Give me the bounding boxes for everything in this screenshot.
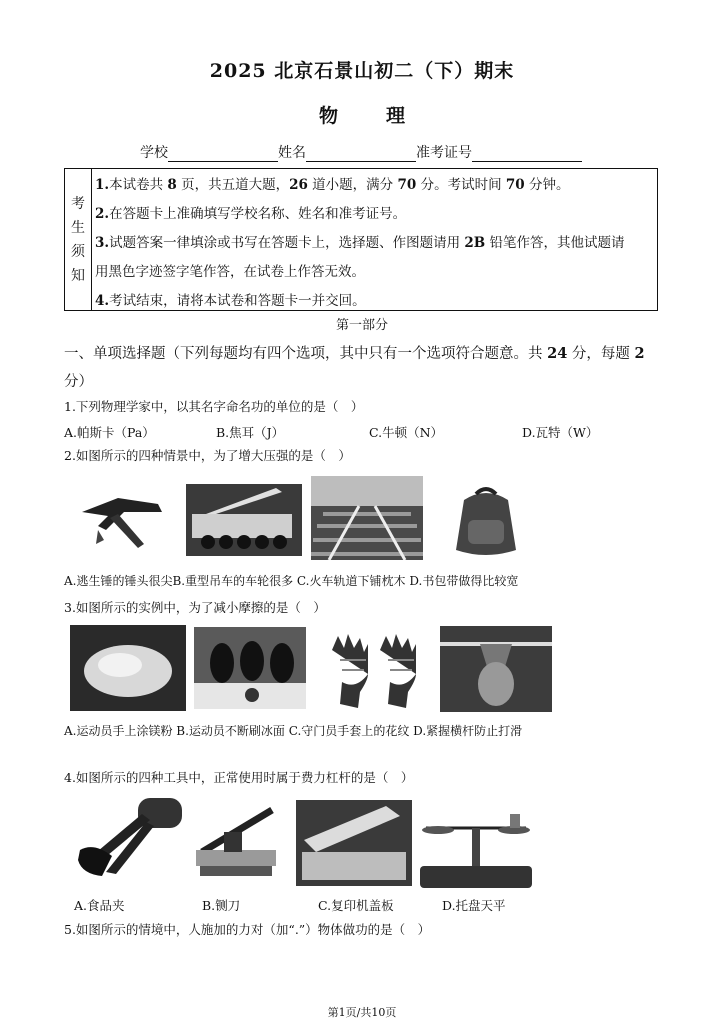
notice-item-4: 4.考试结束，请将本试卷和答题卡一并交回。 bbox=[95, 293, 366, 309]
question-2-stem: 2.如图所示的四种情景中，为了增大压强的是（ ） bbox=[64, 448, 351, 463]
q3-image-goalkeeper-gloves bbox=[326, 630, 422, 710]
question-1-stem: 1.下列物理学家中，以其名字命名功的单位的是（ ） bbox=[64, 399, 364, 414]
q2-image-heavy-crane bbox=[186, 484, 302, 556]
notice-item-3-cont: 用黑色字迹签字笔作答，在试卷上作答无效。 bbox=[95, 264, 365, 280]
option-a: A.帕斯卡（Pa） bbox=[64, 425, 155, 440]
q4-image-copier-lid bbox=[296, 800, 412, 886]
q3-image-curling-sweep bbox=[194, 627, 306, 709]
question-5-stem: 5.如图所示的情境中，人施加的力对（加“.”）物体做功的是（ ） bbox=[64, 922, 431, 937]
exam-id-label: 准考证号 bbox=[416, 145, 472, 161]
notice-item-2: 2.在答题卡上准确填写学校名称、姓名和准考证号。 bbox=[95, 206, 407, 222]
question-3-stem: 3.如图所示的实例中，为了减小摩擦的是（ ） bbox=[64, 600, 326, 615]
option-d: D.托盘天平 bbox=[442, 898, 506, 913]
option-b: B.铡刀 bbox=[202, 898, 241, 913]
question-2-caption: A.逃生锤的锤头很尖B.重型吊车的车轮很多 C.火车轨道下铺枕木 D.书包带做得比较宽 bbox=[64, 574, 519, 588]
student-info-line bbox=[140, 142, 582, 162]
school-blank bbox=[168, 147, 278, 162]
q3-image-gripping-bar bbox=[440, 626, 552, 712]
name-blank bbox=[306, 147, 416, 162]
notice-item-1: 1.本试卷共 8 页，共五道大题，26 道小题，满分 70 分。考试时间 70 分钟。 bbox=[95, 177, 570, 193]
page-footer: 第1页/共10页 bbox=[327, 1006, 397, 1019]
q4-image-food-tongs bbox=[72, 794, 182, 890]
exam-notice-box bbox=[64, 168, 658, 311]
part-label: 第一部分 bbox=[335, 318, 388, 333]
option-c: C.牛顿（N） bbox=[369, 425, 444, 440]
q4-image-lever-cutter bbox=[190, 804, 282, 886]
q2-image-backpack bbox=[446, 486, 526, 562]
name-label: 姓名 bbox=[278, 145, 306, 161]
notice-item-3: 3.试题答案一律填涂或书写在答题卡上，选择题、作图题请用 2B 铅笔作答，其他试题请 bbox=[95, 235, 625, 251]
option-b: B.焦耳（J） bbox=[216, 425, 285, 440]
question-1-options bbox=[64, 423, 664, 441]
q2-image-escape-hammer bbox=[78, 490, 168, 562]
question-3-caption: A.运动员手上涂镁粉 B.运动员不断刷冰面 C.守门员手套上的花纹 D.紧握横杆防止打滑 bbox=[64, 724, 523, 738]
notice-items bbox=[92, 169, 657, 310]
q2-image-railway-track bbox=[311, 476, 423, 560]
notice-side-label: 考 生 须 知 bbox=[65, 169, 92, 310]
subject-title: 物 理 bbox=[318, 105, 406, 127]
school-label: 学校 bbox=[140, 145, 168, 161]
q4-image-balance-scale bbox=[420, 806, 532, 890]
page-title: 2025 北京石景山初二（下）期末 bbox=[209, 60, 515, 82]
exam-id-blank bbox=[472, 147, 582, 162]
question-4-stem: 4.如图所示的四种工具中，正常使用时属于费力杠杆的是（ ） bbox=[64, 770, 414, 785]
option-c: C.复印机盖板 bbox=[318, 898, 394, 913]
section-heading: 一、单项选择题（下列每题均有四个选项，其中只有一个选项符合题意。共 24 分，每题 2 分） bbox=[64, 345, 645, 390]
option-d: D.瓦特（W） bbox=[522, 425, 599, 440]
option-a: A.食品夹 bbox=[74, 898, 125, 913]
q3-image-magnesium-powder bbox=[70, 625, 186, 711]
